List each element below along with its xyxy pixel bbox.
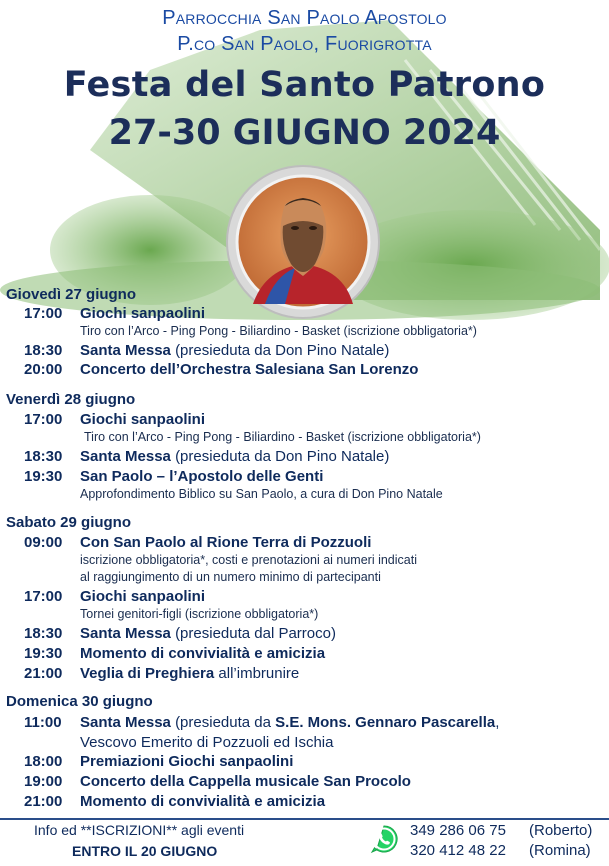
event-dates: 27-30 GIUGNO 2024 [108,113,501,153]
event-note-line2: Vescovo Emerito di Pozzuoli ed Ischia [80,734,334,751]
event-row [24,305,205,322]
event-title: Veglia di Preghiera [80,665,215,682]
event-time: 19:30 [24,468,63,485]
event-time: 19:30 [24,645,63,662]
footer-divider [0,818,609,820]
event-time: 18:30 [24,448,63,465]
parish-name: Parrocchia San Paolo Apostolo [162,7,447,29]
event-title: Concerto dell’Orchestra Salesiana San Lorenzo [80,361,419,378]
event-title: Premiazioni Giochi sanpaolini [80,753,294,770]
event-time: 17:00 [24,588,63,605]
event-title: Momento di convivialità e amicizia [80,645,326,662]
event-note-bold: S.E. Mons. Gennaro Pascarella [275,714,496,731]
event-title: Momento di convivialità e amicizia [80,793,326,810]
event-detail: iscrizione obbligatoria*, costi e prenotazioni ai numeri indicati [80,553,417,567]
event-time: 19:00 [24,773,63,790]
event-time: 18:30 [24,342,63,359]
event-time: 17:00 [24,305,63,322]
day-heading: Venerdì 28 giugno [6,391,136,408]
event-title: Giochi sanpaolini [80,411,206,428]
event-title: Giochi sanpaolini [80,305,206,322]
phone-number[interactable]: 349 286 06 75 [410,822,506,839]
event-row [24,468,323,485]
event-detail: Approfondimento Biblico su San Paolo, a cura di Don Pino Natale [80,487,443,501]
event-note: (presieduta da Don Pino Natale) [175,448,390,465]
event-row [24,773,411,790]
event-detail: Tiro con l’Arco - Ping Pong - Biliardino - Basket (iscrizione obbligatoria*) [80,324,477,338]
page-title: Festa del Santo Patrono [63,65,546,105]
event-row [24,625,336,642]
event-row [24,361,418,378]
event-time: 17:00 [24,411,63,428]
event-time: 09:00 [24,534,63,551]
saint-paul-medallion [225,164,381,320]
contact-name: (Romina) [529,842,591,859]
whatsapp-icon [368,823,400,855]
event-row [24,714,499,731]
event-time: 21:00 [24,665,63,682]
event-title: Santa Messa [80,714,171,731]
event-time: 18:30 [24,625,63,642]
event-detail: Tornei genitori-figli (iscrizione obbligatoria*) [80,607,319,621]
deadline-text: ENTRO IL 20 GIUGNO [72,843,218,859]
event-row [24,753,293,770]
event-title: Santa Messa [80,342,171,359]
day-heading: Giovedì 27 giugno [6,286,137,303]
event-title: Giochi sanpaolini [80,588,206,605]
event-title: Santa Messa [80,448,171,465]
event-row [24,645,325,662]
event-detail: Tiro con l’Arco - Ping Pong - Biliardino - Basket (iscrizione obbligatoria*) [84,430,481,444]
event-title: Con San Paolo al Rione Terra di Pozzuoli [80,534,372,551]
event-row [24,665,299,682]
event-title: San Paolo – l’Apostolo delle Genti [80,468,324,485]
event-detail: al raggiungimento di un numero minimo di partecipanti [80,570,381,584]
event-time: 18:00 [24,753,63,770]
contact-name: (Roberto) [529,822,593,839]
event-row [24,342,389,359]
info-text: Info ed **ISCRIZIONI** agli eventi [34,822,245,838]
event-note: (presieduta dal Parroco) [175,625,336,642]
event-note: (presieduta da [175,714,271,731]
day-heading: Sabato 29 giugno [6,514,132,531]
event-row [24,411,205,428]
parish-location: P.co San Paolo, Fuorigrotta [177,33,432,55]
event-title: Concerto della Cappella musicale San Procolo [80,773,411,790]
event-note: all’imbrunire [218,665,300,682]
event-note-tail: , [495,714,500,731]
event-row [24,448,389,465]
phone-number[interactable]: 320 412 48 22 [410,842,506,859]
event-note: (presieduta da Don Pino Natale) [175,342,390,359]
event-row [24,588,205,605]
event-time: 20:00 [24,361,63,378]
event-row [24,534,371,551]
day-heading: Domenica 30 giugno [6,693,153,710]
event-title: Santa Messa [80,625,171,642]
event-time: 21:00 [24,793,63,810]
event-time: 11:00 [24,714,62,731]
event-row [24,793,325,810]
